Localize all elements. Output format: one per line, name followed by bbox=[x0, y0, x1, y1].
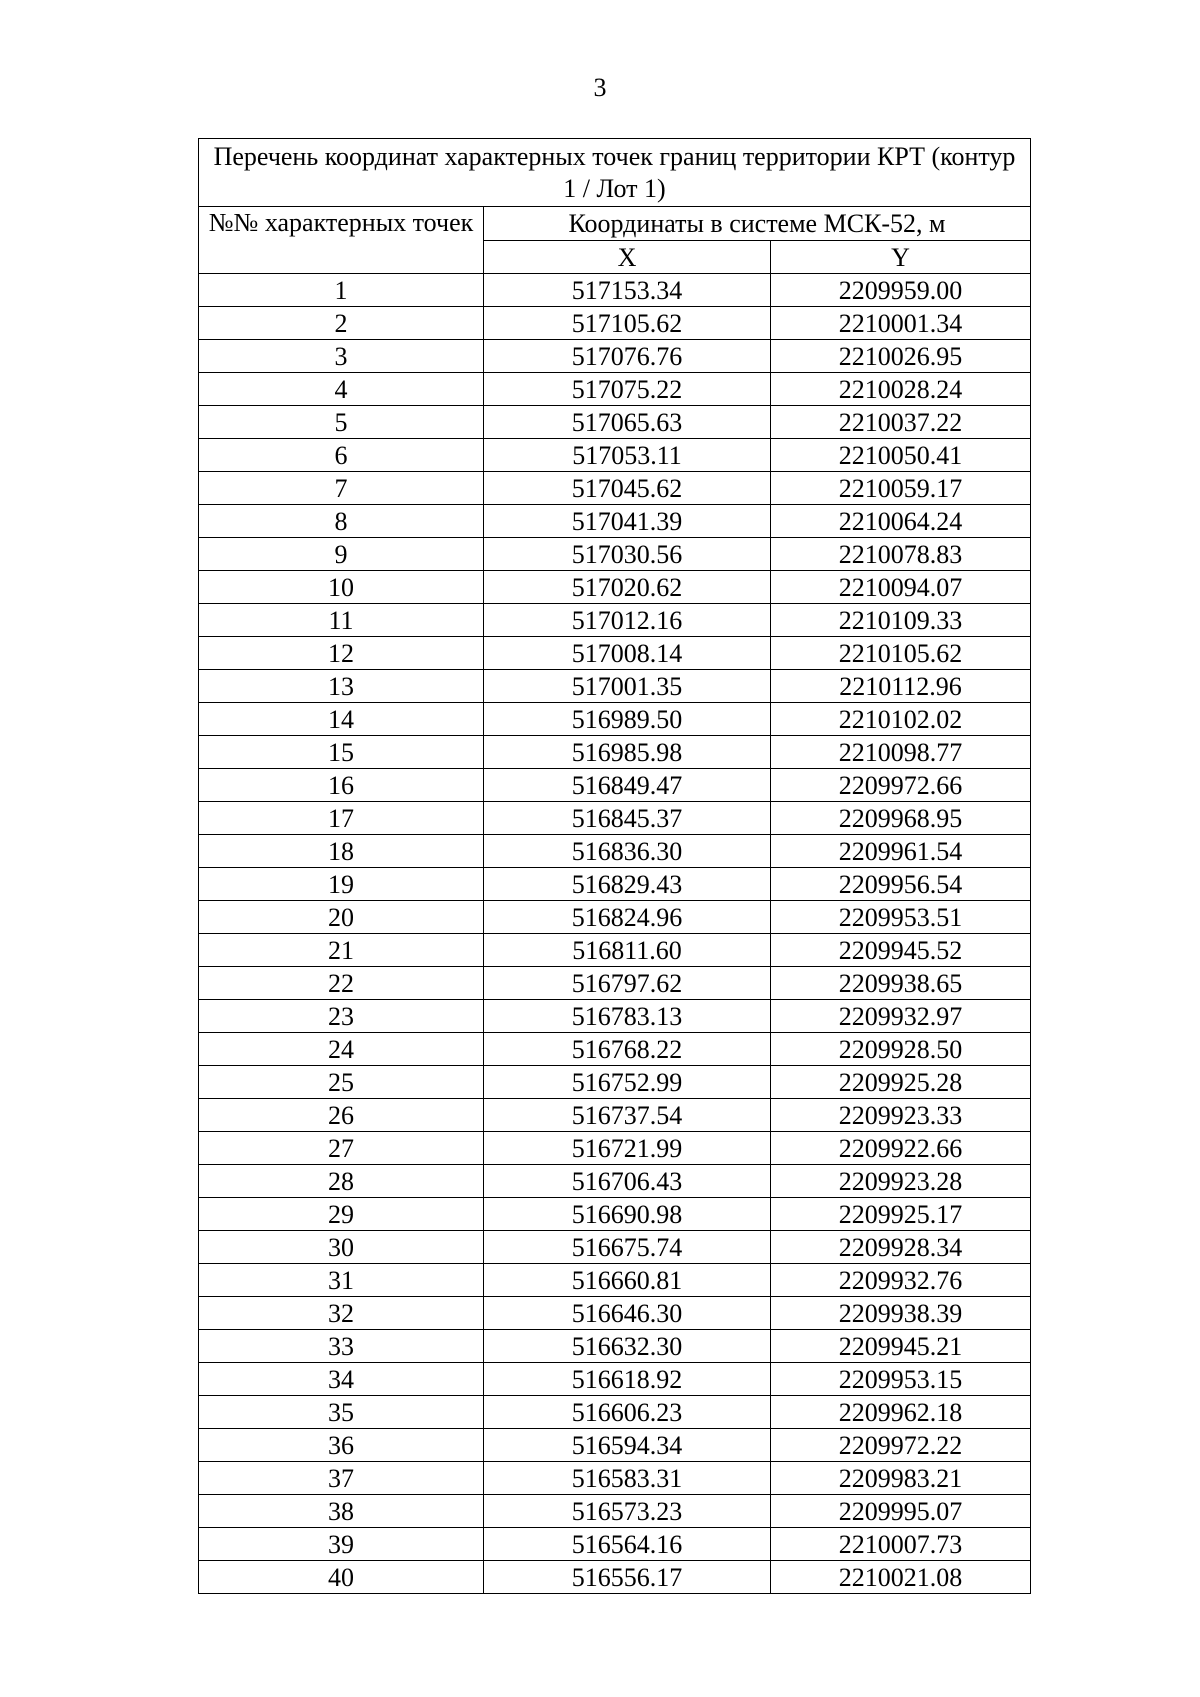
x-coordinate-cell: 516618.92 bbox=[484, 1363, 771, 1396]
point-number-cell: 9 bbox=[199, 538, 484, 571]
y-coordinate-cell: 2209959.00 bbox=[771, 274, 1031, 307]
x-coordinate-cell: 517065.63 bbox=[484, 406, 771, 439]
x-coordinate-cell: 516675.74 bbox=[484, 1231, 771, 1264]
point-number-cell: 10 bbox=[199, 571, 484, 604]
y-coordinate-cell: 2210001.34 bbox=[771, 307, 1031, 340]
table-row bbox=[199, 835, 1031, 868]
table-title: Перечень координат характерных точек границ территории КРТ (контур 1 / Лот 1) bbox=[199, 139, 1031, 207]
x-coordinate-cell: 517041.39 bbox=[484, 505, 771, 538]
point-number-cell: 19 bbox=[199, 868, 484, 901]
y-coordinate-cell: 2209972.66 bbox=[771, 769, 1031, 802]
y-coordinate-cell: 2210021.08 bbox=[771, 1561, 1031, 1594]
y-coordinate-cell: 2209956.54 bbox=[771, 868, 1031, 901]
point-number-cell: 8 bbox=[199, 505, 484, 538]
x-coordinate-cell: 516721.99 bbox=[484, 1132, 771, 1165]
point-number-cell: 1 bbox=[199, 274, 484, 307]
point-number-cell: 31 bbox=[199, 1264, 484, 1297]
y-coordinate-cell: 2210098.77 bbox=[771, 736, 1031, 769]
coordinates-system-header: Координаты в системе МСК-52, м bbox=[484, 207, 1031, 241]
table-row bbox=[199, 1264, 1031, 1297]
table-row bbox=[199, 1231, 1031, 1264]
y-coordinate-cell: 2210112.96 bbox=[771, 670, 1031, 703]
x-coordinate-cell: 516606.23 bbox=[484, 1396, 771, 1429]
point-number-cell: 26 bbox=[199, 1099, 484, 1132]
point-number-cell: 35 bbox=[199, 1396, 484, 1429]
table-row bbox=[199, 967, 1031, 1000]
table-row bbox=[199, 1561, 1031, 1594]
y-coordinate-cell: 2210109.33 bbox=[771, 604, 1031, 637]
x-coordinate-cell: 516824.96 bbox=[484, 901, 771, 934]
x-coordinate-cell: 516556.17 bbox=[484, 1561, 771, 1594]
point-number-cell: 17 bbox=[199, 802, 484, 835]
table-row bbox=[199, 637, 1031, 670]
y-coordinate-cell: 2209961.54 bbox=[771, 835, 1031, 868]
y-coordinate-cell: 2210094.07 bbox=[771, 571, 1031, 604]
point-number-cell: 33 bbox=[199, 1330, 484, 1363]
x-coordinate-cell: 516985.98 bbox=[484, 736, 771, 769]
x-coordinate-cell: 516849.47 bbox=[484, 769, 771, 802]
y-coordinate-cell: 2209945.21 bbox=[771, 1330, 1031, 1363]
point-number-cell: 38 bbox=[199, 1495, 484, 1528]
y-coordinate-cell: 2209953.51 bbox=[771, 901, 1031, 934]
y-coordinate-cell: 2209953.15 bbox=[771, 1363, 1031, 1396]
y-coordinate-cell: 2209938.65 bbox=[771, 967, 1031, 1000]
y-coordinate-cell: 2209928.34 bbox=[771, 1231, 1031, 1264]
points-column-header: №№ характерных точек bbox=[199, 207, 484, 274]
x-coordinate-cell: 516829.43 bbox=[484, 868, 771, 901]
point-number-cell: 30 bbox=[199, 1231, 484, 1264]
y-coordinate-cell: 2210078.83 bbox=[771, 538, 1031, 571]
y-coordinate-cell: 2210059.17 bbox=[771, 472, 1031, 505]
table-row bbox=[199, 1132, 1031, 1165]
point-number-cell: 36 bbox=[199, 1429, 484, 1462]
x-coordinate-cell: 516811.60 bbox=[484, 934, 771, 967]
x-coordinate-cell: 516845.37 bbox=[484, 802, 771, 835]
table-row bbox=[199, 901, 1031, 934]
x-coordinate-cell: 516632.30 bbox=[484, 1330, 771, 1363]
point-number-cell: 37 bbox=[199, 1462, 484, 1495]
x-coordinate-cell: 517105.62 bbox=[484, 307, 771, 340]
y-coordinate-cell: 2210028.24 bbox=[771, 373, 1031, 406]
point-number-cell: 18 bbox=[199, 835, 484, 868]
table-row bbox=[199, 1198, 1031, 1231]
x-coordinate-cell: 516646.30 bbox=[484, 1297, 771, 1330]
table-row bbox=[199, 934, 1031, 967]
y-coordinate-cell: 2209968.95 bbox=[771, 802, 1031, 835]
table-row bbox=[199, 571, 1031, 604]
table-row bbox=[199, 670, 1031, 703]
table-title-row bbox=[199, 139, 1031, 207]
x-coordinate-cell: 516768.22 bbox=[484, 1033, 771, 1066]
table-row bbox=[199, 1429, 1031, 1462]
x-coordinate-cell: 516752.99 bbox=[484, 1066, 771, 1099]
page-number: 3 bbox=[593, 73, 607, 102]
table-row bbox=[199, 1165, 1031, 1198]
point-number-cell: 3 bbox=[199, 340, 484, 373]
point-number-cell: 15 bbox=[199, 736, 484, 769]
table-row bbox=[199, 472, 1031, 505]
y-coordinate-cell: 2209922.66 bbox=[771, 1132, 1031, 1165]
y-coordinate-cell: 2209923.28 bbox=[771, 1165, 1031, 1198]
point-number-cell: 14 bbox=[199, 703, 484, 736]
x-coordinate-cell: 517075.22 bbox=[484, 373, 771, 406]
x-coordinate-cell: 516797.62 bbox=[484, 967, 771, 1000]
x-coordinate-cell: 517045.62 bbox=[484, 472, 771, 505]
x-column-header: X bbox=[484, 241, 771, 274]
table-row bbox=[199, 1363, 1031, 1396]
x-coordinate-cell: 516989.50 bbox=[484, 703, 771, 736]
x-coordinate-cell: 516836.30 bbox=[484, 835, 771, 868]
point-number-cell: 12 bbox=[199, 637, 484, 670]
x-coordinate-cell: 517030.56 bbox=[484, 538, 771, 571]
table-row bbox=[199, 1396, 1031, 1429]
y-coordinate-cell: 2210105.62 bbox=[771, 637, 1031, 670]
table-row bbox=[199, 1495, 1031, 1528]
table-row bbox=[199, 439, 1031, 472]
table-row bbox=[199, 538, 1031, 571]
x-coordinate-cell: 517153.34 bbox=[484, 274, 771, 307]
y-coordinate-cell: 2209925.28 bbox=[771, 1066, 1031, 1099]
x-coordinate-cell: 517001.35 bbox=[484, 670, 771, 703]
table-row bbox=[199, 1462, 1031, 1495]
table-row bbox=[199, 868, 1031, 901]
table-row bbox=[199, 307, 1031, 340]
table-row bbox=[199, 274, 1031, 307]
y-coordinate-cell: 2209925.17 bbox=[771, 1198, 1031, 1231]
y-coordinate-cell: 2209945.52 bbox=[771, 934, 1031, 967]
point-number-cell: 5 bbox=[199, 406, 484, 439]
y-coordinate-cell: 2209923.33 bbox=[771, 1099, 1031, 1132]
point-number-cell: 11 bbox=[199, 604, 484, 637]
point-number-cell: 34 bbox=[199, 1363, 484, 1396]
y-coordinate-cell: 2209983.21 bbox=[771, 1462, 1031, 1495]
point-number-cell: 25 bbox=[199, 1066, 484, 1099]
x-coordinate-cell: 517012.16 bbox=[484, 604, 771, 637]
table-row bbox=[199, 1528, 1031, 1561]
table-row bbox=[199, 802, 1031, 835]
x-coordinate-cell: 517020.62 bbox=[484, 571, 771, 604]
x-coordinate-cell: 517076.76 bbox=[484, 340, 771, 373]
x-coordinate-cell: 516583.31 bbox=[484, 1462, 771, 1495]
point-number-cell: 4 bbox=[199, 373, 484, 406]
y-coordinate-cell: 2210064.24 bbox=[771, 505, 1031, 538]
point-number-cell: 29 bbox=[199, 1198, 484, 1231]
point-number-cell: 16 bbox=[199, 769, 484, 802]
x-coordinate-cell: 516737.54 bbox=[484, 1099, 771, 1132]
y-coordinate-cell: 2209962.18 bbox=[771, 1396, 1031, 1429]
y-coordinate-cell: 2209995.07 bbox=[771, 1495, 1031, 1528]
table-row bbox=[199, 1099, 1031, 1132]
y-column-header: Y bbox=[771, 241, 1031, 274]
y-coordinate-cell: 2209932.97 bbox=[771, 1000, 1031, 1033]
point-number-cell: 13 bbox=[199, 670, 484, 703]
table-row bbox=[199, 769, 1031, 802]
y-coordinate-cell: 2210102.02 bbox=[771, 703, 1031, 736]
point-number-cell: 32 bbox=[199, 1297, 484, 1330]
y-coordinate-cell: 2209928.50 bbox=[771, 1033, 1031, 1066]
coordinates-table-body bbox=[199, 139, 1031, 1594]
table-row bbox=[199, 1066, 1031, 1099]
point-number-cell: 40 bbox=[199, 1561, 484, 1594]
table-row bbox=[199, 604, 1031, 637]
table-row bbox=[199, 1033, 1031, 1066]
x-coordinate-cell: 516690.98 bbox=[484, 1198, 771, 1231]
table-row bbox=[199, 340, 1031, 373]
x-coordinate-cell: 517053.11 bbox=[484, 439, 771, 472]
table-row bbox=[199, 373, 1031, 406]
table-row bbox=[199, 1297, 1031, 1330]
x-coordinate-cell: 516660.81 bbox=[484, 1264, 771, 1297]
table-row bbox=[199, 505, 1031, 538]
x-coordinate-cell: 516564.16 bbox=[484, 1528, 771, 1561]
x-coordinate-cell: 517008.14 bbox=[484, 637, 771, 670]
x-coordinate-cell: 516594.34 bbox=[484, 1429, 771, 1462]
table-row bbox=[199, 406, 1031, 439]
x-coordinate-cell: 516783.13 bbox=[484, 1000, 771, 1033]
point-number-cell: 24 bbox=[199, 1033, 484, 1066]
point-number-cell: 27 bbox=[199, 1132, 484, 1165]
point-number-cell: 20 bbox=[199, 901, 484, 934]
point-number-cell: 7 bbox=[199, 472, 484, 505]
y-coordinate-cell: 2210037.22 bbox=[771, 406, 1031, 439]
point-number-cell: 6 bbox=[199, 439, 484, 472]
y-coordinate-cell: 2209932.76 bbox=[771, 1264, 1031, 1297]
point-number-cell: 2 bbox=[199, 307, 484, 340]
y-coordinate-cell: 2209972.22 bbox=[771, 1429, 1031, 1462]
point-number-cell: 23 bbox=[199, 1000, 484, 1033]
y-coordinate-cell: 2209938.39 bbox=[771, 1297, 1031, 1330]
y-coordinate-cell: 2210050.41 bbox=[771, 439, 1031, 472]
point-number-cell: 28 bbox=[199, 1165, 484, 1198]
coordinates-table bbox=[198, 138, 1031, 1594]
table-row bbox=[199, 703, 1031, 736]
y-coordinate-cell: 2210007.73 bbox=[771, 1528, 1031, 1561]
point-number-cell: 22 bbox=[199, 967, 484, 1000]
table-header-row bbox=[199, 207, 1031, 241]
table-row bbox=[199, 1000, 1031, 1033]
y-coordinate-cell: 2210026.95 bbox=[771, 340, 1031, 373]
x-coordinate-cell: 516706.43 bbox=[484, 1165, 771, 1198]
table-row bbox=[199, 736, 1031, 769]
point-number-cell: 39 bbox=[199, 1528, 484, 1561]
point-number-cell: 21 bbox=[199, 934, 484, 967]
x-coordinate-cell: 516573.23 bbox=[484, 1495, 771, 1528]
table-row bbox=[199, 1330, 1031, 1363]
